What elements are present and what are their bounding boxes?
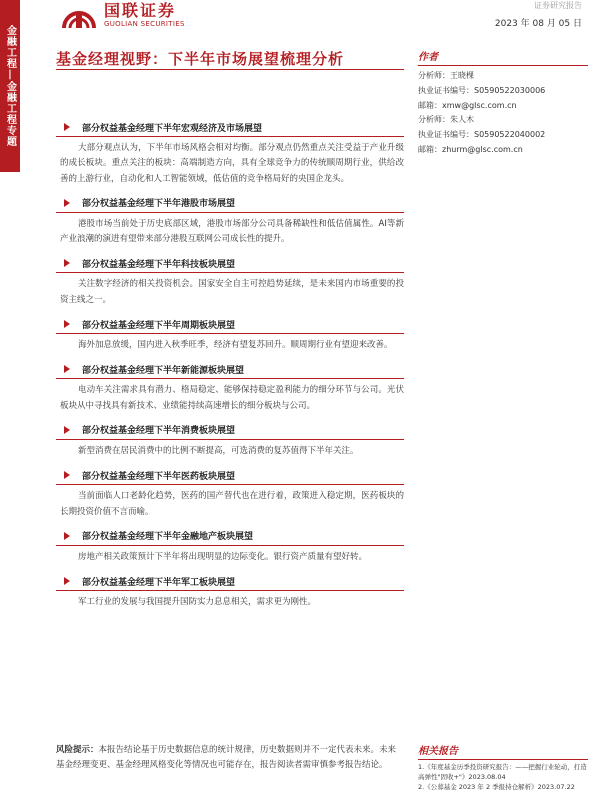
section-heading <box>56 527 404 546</box>
section-heading <box>56 254 404 273</box>
logo-mark-icon <box>60 0 98 30</box>
section-body: 新型消费在居民消费中的比例不断提高，可选消费的复苏值得下半年关注。 <box>78 445 359 456</box>
section-body: 大部分观点认为，下半年市场风格会相对均衡。部分观点仍然重点关注受益于产业升级的成长板块。重点关注的板块：高端制造方向，具有全球竞争力的传统顺周期行业，供给改善的上游行业，自动化和人工智能领域，低估值的竞争格局好的央国企龙头。 <box>60 143 404 184</box>
triangle-bullet-icon <box>64 123 70 131</box>
section-body: 关注数字经济的相关投资机会。国家安全自主可控趋势延续，是未来国内市场重要的投资主线之一。 <box>60 279 404 305</box>
related-report-link[interactable]: 1.《年度基金历季投资研究报告：——把握行业轮动，打造高弹性"固收+"》2023.08.04 <box>418 763 587 781</box>
author-info-line: 邮箱：zhurm@glsc.com.cn <box>418 144 523 154</box>
author-info-line: 执业证书编号：S0590522040002 <box>418 130 546 140</box>
author-panel <box>418 48 588 158</box>
report-date: 2023 年 08 月 05 日 <box>494 19 582 29</box>
related-report-link[interactable]: 2.《公募基金 2023 年 2 季报持仓解析》2023.07.22 <box>418 782 575 791</box>
section-heading <box>56 315 404 334</box>
risk-label: 风险提示： <box>56 745 99 755</box>
triangle-bullet-icon <box>64 365 70 373</box>
section-heading-text: 部分权益基金经理下半年医药板块展望 <box>82 471 236 482</box>
section-heading <box>56 421 404 440</box>
risk-text: 本报告结论基于历史数据信息的统计规律，历史数据则并不一定代表未来。未来基金经理变更、基金经理风格变化等情况也可能存在，报告阅读者需审慎参考报告结论。 <box>56 745 397 770</box>
triangle-bullet-icon <box>64 199 70 207</box>
logo-name-en: GUOLIAN SECURITIES <box>104 19 185 28</box>
section-heading-text: 部分权益基金经理下半年宏观经济及市场展望 <box>82 123 263 134</box>
related-divider <box>418 759 588 760</box>
author-info-line: 执业证书编号：S0590522030006 <box>418 85 546 95</box>
section-heading-text: 部分权益基金经理下半年消费板块展望 <box>82 426 236 437</box>
section-body: 电动车关注需求具有潜力、格局稳定、能够保持稳定盈利能力的细分环节与公司。光伏板块从中寻找具有新技术、业绩能持续高速增长的细分板块与公司。 <box>60 385 404 411</box>
logo-name-cn: 国联证券 <box>104 0 177 20</box>
section-body: 海外加息放缓，国内进入秋季旺季，经济有望复苏回升。顺周期行业有望迎来改善。 <box>78 340 393 351</box>
section-body: 当前面临人口老龄化趋势，医药的国产替代也在进行着，政策进入稳定期，医药板块的长期投资价值不言而喻。 <box>60 491 404 517</box>
triangle-bullet-icon <box>64 471 70 479</box>
main-content <box>56 118 404 617</box>
triangle-bullet-icon <box>64 577 70 585</box>
report-title: 基金经理视野：下半年市场展望梳理分析 <box>56 50 345 68</box>
section-heading <box>56 466 404 485</box>
section-heading-text: 部分权益基金经理下半年科技板块展望 <box>82 259 236 270</box>
triangle-bullet-icon <box>64 259 70 267</box>
author-info-line: 分析师：朱人木 <box>418 115 474 125</box>
section-heading <box>56 194 404 213</box>
author-info-line: 分析师：王晓棵 <box>418 71 474 80</box>
triangle-bullet-icon <box>64 426 70 434</box>
risk-warning <box>56 743 404 772</box>
section-body: 港股市场当前处于历史底部区域，港股市场部分公司具备稀缺性和低估值属性。AI等新产业浪潮的演进有望带来部分港股互联网公司成长性的提升。 <box>60 218 404 245</box>
author-divider <box>418 65 588 66</box>
side-category-tab: 金融工程|金融工程专题 <box>0 0 20 172</box>
section-heading-text: 部分权益基金经理下半年港股市场展望 <box>82 199 236 210</box>
title-divider <box>56 69 404 70</box>
related-label: 相关报告 <box>418 746 458 757</box>
section-heading-text: 部分权益基金经理下半年周期板块展望 <box>82 320 236 331</box>
company-logo <box>60 0 185 30</box>
section-body: 军工行业的发展与我国提升国防实力息息相关，需求更为刚性。 <box>78 597 317 608</box>
section-heading <box>56 360 404 379</box>
author-info-line: 邮箱：xmw@glsc.com.cn <box>418 100 517 110</box>
section-heading <box>56 118 404 137</box>
section-heading <box>56 572 404 591</box>
section-body: 房地产相关政策预计下半年将出现明显的边际变化。银行资产质量有望好转。 <box>78 551 368 562</box>
report-type-label: 证券研究报告 <box>534 1 582 10</box>
section-heading-text: 部分权益基金经理下半年新能源板块展望 <box>82 365 245 376</box>
author-label: 作者 <box>418 52 438 63</box>
triangle-bullet-icon <box>64 320 70 328</box>
triangle-bullet-icon <box>64 532 70 540</box>
section-heading-text: 部分权益基金经理下半年军工板块展望 <box>82 577 236 588</box>
section-heading-text: 部分权益基金经理下半年金融地产板块展望 <box>82 532 254 543</box>
related-reports <box>418 742 588 792</box>
